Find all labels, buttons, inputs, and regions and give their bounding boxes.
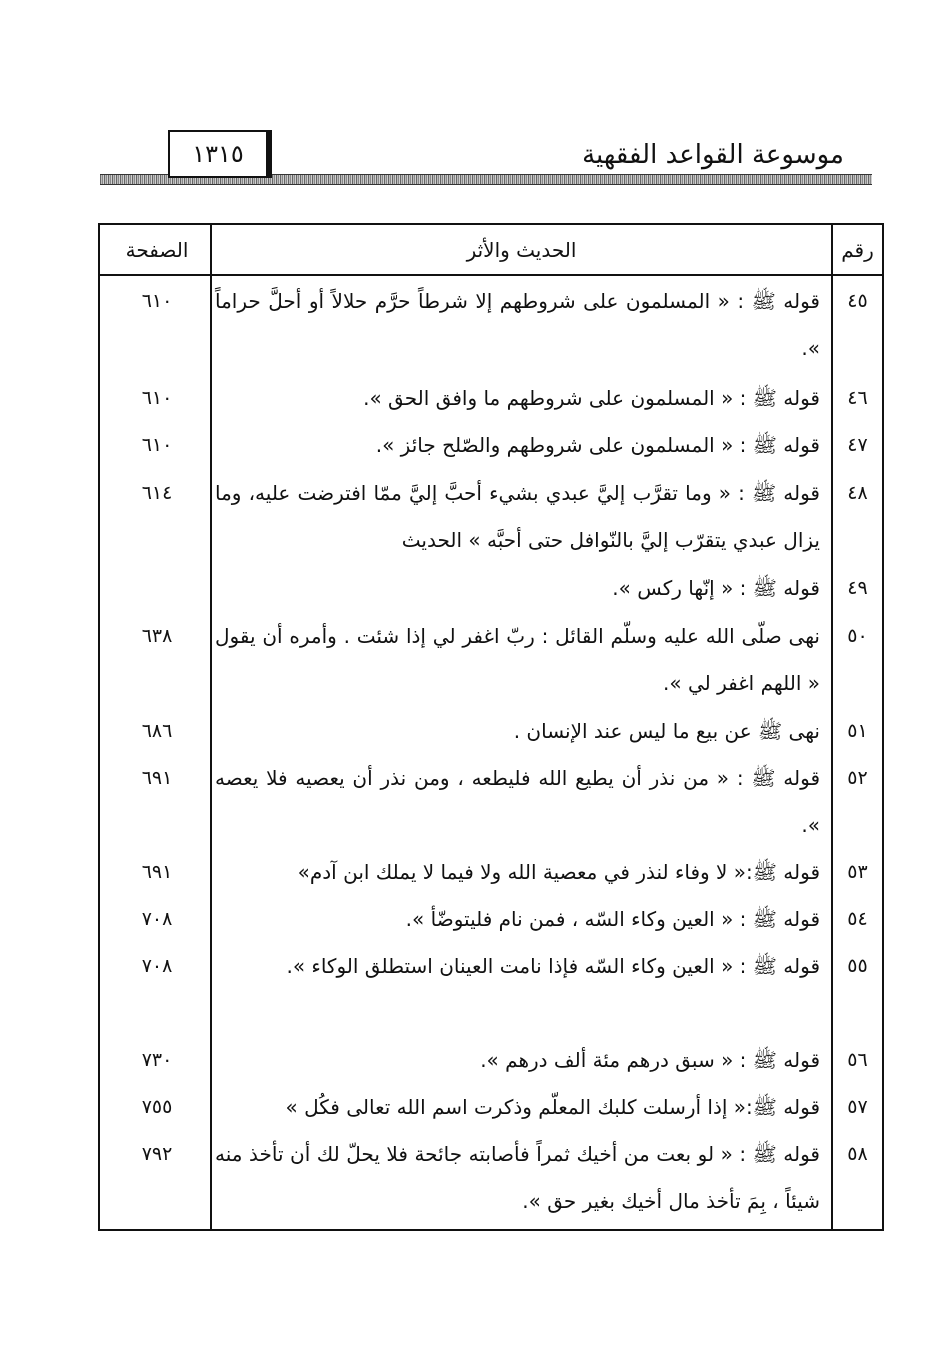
- row-text: قوله ﷺ : « وما تقرَّب إليَّ عبدي بشيء أحبَّ إليَّ ممّا افترضت عليه، وما يزال عبدي يتقرّب إليَّ بالنّوافل حتى أحبَّه » الحديث: [215, 481, 820, 552]
- page-number-box: [168, 130, 272, 178]
- row-text: نهى ﷺ عن بيع ما ليس عند الإنسان .: [513, 719, 820, 743]
- row-page: ٦١٠: [141, 290, 173, 312]
- row-page: ٧٣٠: [141, 1049, 173, 1071]
- header-hadith: الحديث والأثر: [466, 237, 577, 262]
- row-text: قوله ﷺ:« إذا أرسلت كلبك المعلّم وذكرت اسم الله تعالى فكُل »: [285, 1095, 820, 1119]
- row-text: قوله ﷺ : « من نذر أن يطيع الله فليطعه ، ومن نذر أن يعصيه فلا يعصه ».: [215, 766, 820, 837]
- row-text: قوله ﷺ : « المسلمون على شروطهم ما وافق الحق ».: [363, 386, 820, 410]
- row-text: قوله ﷺ : « العين وكاء السّه ، فمن نام فليتوضّأ ».: [405, 907, 820, 931]
- row-text: نهى صلّى الله عليه وسلّم القائل : ربّ اغفر لي إذا شئت . وأمره أن يقول « اللهم اغفر لي ».: [215, 624, 820, 695]
- row-page: ٦٩١: [141, 861, 173, 883]
- row-number: ٤٧: [847, 434, 868, 456]
- page-number: ١٣١٥: [192, 140, 244, 168]
- row-page: ٦٩١: [141, 767, 173, 789]
- row-number: ٤٥: [847, 290, 868, 312]
- row-number: ٥٨: [847, 1143, 868, 1165]
- header-divider: [100, 274, 882, 276]
- row-number: ٥٥: [847, 955, 868, 977]
- row-number: ٥٧: [847, 1096, 868, 1118]
- row-number: ٥٠: [847, 625, 868, 647]
- page-header: [100, 130, 872, 184]
- row-text: قوله ﷺ : « إنّها ركس ».: [612, 576, 820, 600]
- book-title: موسوعة القواعد الفقهية: [582, 140, 844, 170]
- header-number: رقم: [841, 237, 874, 262]
- hadith-index-table: [98, 223, 884, 1231]
- row-text: قوله ﷺ : « المسلمون على شروطهم إلا شرطاً حرَّم حلالاً أو أحلَّ حراماً ».: [215, 289, 820, 360]
- row-page: ٦١٠: [141, 434, 173, 456]
- row-page: ٦١٤: [141, 482, 173, 504]
- row-number: ٥٢: [847, 767, 868, 789]
- row-page: ٦٣٨: [141, 625, 173, 647]
- row-page: ٧٠٨: [141, 908, 173, 930]
- header-page: الصفحة: [125, 237, 189, 262]
- row-text: قوله ﷺ : « لو بعت من أخيك ثمراً فأصابته جائحة فلا يحلّ لك أن تأخذ منه شيئاً ، بِمَ تأخذ مال أخيك بغير حق ».: [215, 1142, 820, 1213]
- row-page: ٧٠٨: [141, 955, 173, 977]
- row-number: ٤٨: [847, 482, 868, 504]
- row-page: ٦٨٦: [141, 720, 173, 742]
- row-number: ٤٩: [847, 577, 868, 599]
- row-number: ٤٦: [847, 387, 868, 409]
- row-text: قوله ﷺ : « سبق درهم مئة ألف درهم ».: [480, 1048, 820, 1072]
- row-number: ٥٦: [847, 1049, 868, 1071]
- row-number: ٥١: [847, 720, 868, 742]
- row-number: ٥٣: [847, 861, 868, 883]
- row-page: ٧٥٥: [141, 1096, 173, 1118]
- row-text: قوله ﷺ:« لا وفاء لنذر في معصية الله ولا فيما لا يملك ابن آدم»: [297, 860, 820, 884]
- row-page: ٦١٠: [141, 387, 173, 409]
- row-text: قوله ﷺ : « العين وكاء السّه فإذا نامت العينان استطلق الوكاء ».: [286, 954, 820, 978]
- row-page: ٧٩٢: [141, 1143, 173, 1165]
- row-number: ٥٤: [847, 908, 868, 930]
- row-text: قوله ﷺ : « المسلمون على شروطهم والصّلح جائز ».: [375, 433, 820, 457]
